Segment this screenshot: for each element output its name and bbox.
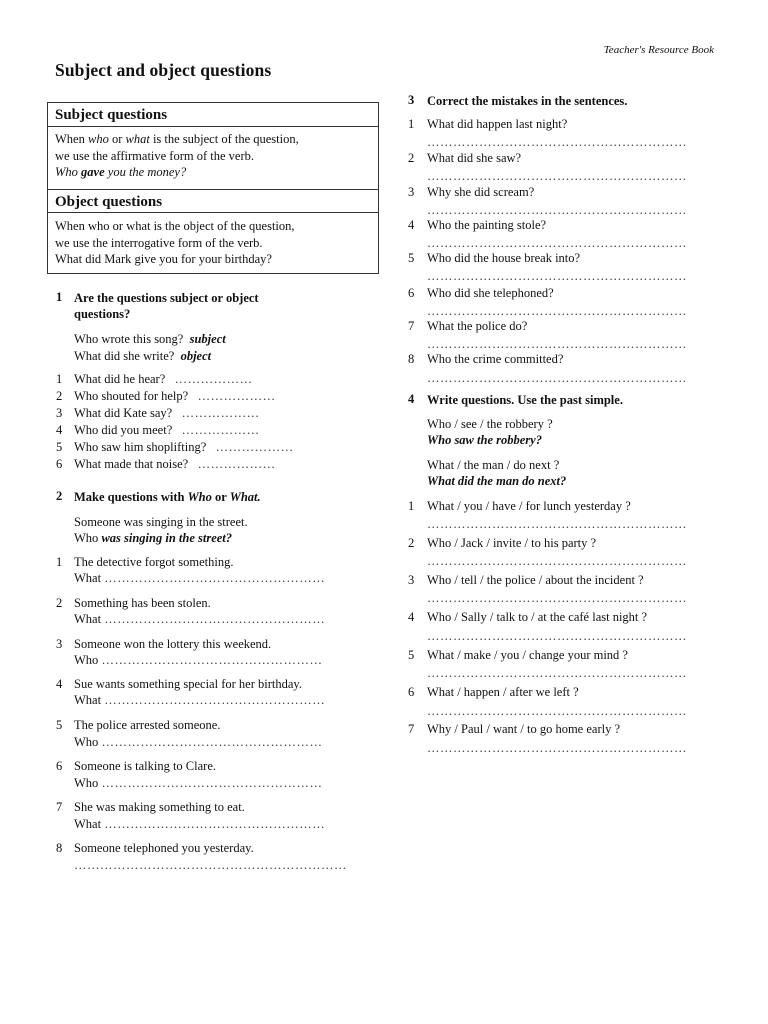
list-item: [74, 456, 276, 472]
answer-line[interactable]: [74, 857, 347, 873]
list-item: Why she did scream?: [427, 185, 535, 199]
exercise-4-example2-answer: What did the man do next?: [427, 474, 567, 488]
answer-blank[interactable]: ……………………………………………………: [427, 666, 687, 680]
list-item: [74, 422, 260, 438]
subject-rule-line1: [55, 131, 371, 148]
list-item: Who / tell / the police / about the incident ?: [427, 573, 644, 587]
text: what: [125, 132, 150, 146]
text: is the subject of the question,: [149, 132, 299, 146]
answer-blank[interactable]: ……………………………………………: [104, 571, 326, 585]
exercise-1-example2: [74, 348, 211, 364]
exercise-1-number: 1: [56, 290, 63, 304]
text: Who did you meet?: [74, 423, 173, 437]
item-number: 8: [56, 841, 63, 855]
item-number: 5: [408, 251, 415, 265]
answer-blank[interactable]: ……………………………………………………: [427, 517, 687, 531]
text: Who shouted for help?: [74, 389, 189, 403]
subject-questions-body: [48, 127, 378, 189]
exercise-2-heading: [74, 489, 261, 505]
exercise-1-heading-line1: Are the questions subject or object: [74, 291, 259, 305]
text: What made that noise?: [74, 457, 189, 471]
text: Who: [74, 653, 99, 667]
page-title: Subject and object questions: [55, 60, 272, 80]
item-number: 3: [408, 185, 415, 199]
exercise-4-heading: Write questions. Use the past simple.: [427, 393, 623, 407]
list-item: [74, 388, 276, 404]
exercise-1-example1: [74, 331, 226, 347]
item-number: 5: [408, 648, 415, 662]
item-number: 5: [56, 718, 63, 732]
exercise-3-heading: Correct the mistakes in the sentences.: [427, 94, 628, 108]
answer-line[interactable]: [74, 692, 325, 708]
answer-blank[interactable]: ………………: [174, 372, 253, 386]
object-rule-line2: we use the interrogative form of the verb.: [55, 235, 263, 250]
text: What: [74, 571, 102, 585]
answer-blank[interactable]: ……………………………………………………: [427, 704, 687, 718]
item-number: 1: [408, 499, 415, 513]
text: gave: [81, 165, 105, 179]
item-number: 5: [56, 440, 63, 454]
answer-blank[interactable]: ……………………………………………: [104, 612, 326, 626]
answer-blank[interactable]: ……………………………………………: [101, 776, 323, 790]
item-number: 7: [408, 319, 415, 333]
item-number: 2: [56, 596, 63, 610]
answer-blank[interactable]: ……………………………………………………: [427, 203, 687, 217]
exercise-2-number: 2: [56, 489, 63, 503]
answer-blank[interactable]: ……………………………………………………: [427, 741, 687, 755]
text: Make questions with: [74, 490, 188, 504]
list-item: Who the painting stole?: [427, 218, 547, 232]
answer-line[interactable]: [74, 734, 322, 750]
item-number: 6: [56, 457, 63, 471]
text: you the money?: [104, 165, 187, 179]
list-item: Sue wants something special for her birthday.: [74, 677, 302, 691]
item-number: 4: [408, 610, 415, 624]
list-item: [74, 405, 260, 421]
text: Who: [74, 776, 99, 790]
item-number: 1: [56, 555, 63, 569]
text: Who: [55, 165, 82, 179]
text: What: [74, 693, 102, 707]
text: Who: [187, 490, 212, 504]
answer-blank[interactable]: ……………………………………………………: [427, 304, 687, 318]
answer-blank[interactable]: ………………: [197, 457, 276, 471]
answer-blank[interactable]: ……………………………………………………: [427, 135, 687, 149]
text: What did he hear?: [74, 372, 166, 386]
list-item: The police arrested someone.: [74, 718, 221, 732]
text: was singing in the street?: [101, 531, 233, 545]
answer-line[interactable]: [74, 816, 325, 832]
answer-blank[interactable]: ……………………………………………………: [427, 591, 687, 605]
list-item: What / happen / after we left ?: [427, 685, 579, 699]
text: What.: [229, 490, 261, 504]
answer-blank[interactable]: ……………………………………………………: [427, 269, 687, 283]
text: What: [74, 817, 102, 831]
text: who: [87, 132, 109, 146]
item-number: 6: [408, 685, 415, 699]
answer-blank[interactable]: ……………………………………………………: [427, 236, 687, 250]
text: or: [108, 132, 126, 146]
text: Who wrote this song?: [74, 332, 184, 346]
answer-line[interactable]: [74, 611, 325, 627]
exercise-4-example1-answer: Who saw the robbery?: [427, 433, 542, 447]
item-number: 4: [56, 423, 63, 437]
text: What: [74, 612, 102, 626]
subject-rule-line2: we use the affirmative form of the verb.: [55, 148, 254, 163]
list-item: Who did the house break into?: [427, 251, 581, 265]
answer-blank[interactable]: ……………………………………………: [104, 817, 326, 831]
item-number: 1: [56, 372, 63, 386]
text: When: [55, 132, 88, 146]
list-item: What / make / you / change your mind ?: [427, 648, 628, 662]
answer-blank[interactable]: ……………………………………………………: [427, 169, 687, 183]
answer-blank[interactable]: ……………………………………………………: [427, 371, 687, 385]
grammar-box: [47, 102, 379, 274]
item-number: 7: [408, 722, 415, 736]
item-number: 4: [408, 218, 415, 232]
text: subject: [189, 332, 226, 346]
list-item: Someone is talking to Clare.: [74, 759, 216, 773]
list-item: Someone won the lottery this weekend.: [74, 637, 272, 651]
exercise-2-example-line2: [74, 530, 232, 546]
answer-blank[interactable]: ……………………………………………………: [427, 554, 687, 568]
item-number: 6: [408, 286, 415, 300]
list-item: What did happen last night?: [427, 117, 568, 131]
item-number: 8: [408, 352, 415, 366]
list-item: What the police do?: [427, 319, 528, 333]
resource-book-label: Teacher's Resource Book: [603, 44, 714, 56]
answer-line[interactable]: [74, 652, 322, 668]
answer-blank[interactable]: ……………………………………………: [101, 653, 323, 667]
text: Who saw him shoplifting?: [74, 440, 207, 454]
object-questions-body: [48, 213, 378, 275]
list-item: Someone telephoned you yesterday.: [74, 841, 254, 855]
list-item: [74, 371, 253, 387]
answer-blank[interactable]: ………………………………………………………: [74, 858, 347, 872]
item-number: 3: [408, 573, 415, 587]
list-item: Who / Jack / invite / to his party ?: [427, 536, 597, 550]
answer-blank[interactable]: ……………………………………………………: [427, 629, 687, 643]
item-number: 2: [408, 536, 415, 550]
list-item: [74, 439, 294, 455]
text: What did she write?: [74, 349, 175, 363]
list-item: She was making something to eat.: [74, 800, 245, 814]
text: Who: [74, 735, 99, 749]
exercise-2-example-line1: Someone was singing in the street.: [74, 515, 248, 529]
text: Who: [74, 531, 102, 545]
item-number: 4: [56, 677, 63, 691]
list-item: Who the crime committed?: [427, 352, 564, 366]
item-number: 1: [408, 117, 415, 131]
item-number: 2: [56, 389, 63, 403]
exercise-1-heading-line2: questions?: [74, 307, 131, 321]
list-item: Why / Paul / want / to go home early ?: [427, 722, 621, 736]
subject-example: [55, 164, 371, 181]
list-item: What / you / have / for lunch yesterday ?: [427, 499, 631, 513]
object-rule-line1: When who or what is the object of the question,: [55, 219, 295, 233]
item-number: 3: [56, 637, 63, 651]
object-example: What did Mark give you for your birthday?: [55, 252, 272, 266]
answer-line[interactable]: [74, 775, 322, 791]
exercise-4-example2-prompt: What / the man / do next ?: [427, 458, 560, 472]
answer-blank[interactable]: ……………………………………………: [101, 735, 323, 749]
item-number: 2: [408, 151, 415, 165]
item-number: 3: [56, 406, 63, 420]
object-questions-title: Object questions: [48, 189, 378, 213]
text: What did Kate say?: [74, 406, 173, 420]
list-item: Who / Sally / talk to / at the café last night ?: [427, 610, 648, 624]
exercise-4-number: 4: [408, 392, 415, 406]
answer-blank[interactable]: ………………: [181, 423, 260, 437]
list-item: What did she saw?: [427, 151, 522, 165]
answer-blank[interactable]: ………………: [197, 389, 276, 403]
answer-blank[interactable]: ………………: [181, 406, 260, 420]
list-item: The detective forgot something.: [74, 555, 234, 569]
exercise-4-example1-prompt: Who / see / the robbery ?: [427, 417, 553, 431]
answer-blank[interactable]: ……………………………………………: [104, 693, 326, 707]
text: object: [180, 349, 212, 363]
answer-line[interactable]: [74, 570, 325, 586]
item-number: 7: [56, 800, 63, 814]
text: or: [211, 490, 230, 504]
list-item: Who did she telephoned?: [427, 286, 554, 300]
subject-questions-title: Subject questions: [48, 103, 378, 127]
answer-blank[interactable]: ………………: [215, 440, 294, 454]
list-item: Something has been stolen.: [74, 596, 211, 610]
exercise-3-number: 3: [408, 93, 415, 107]
answer-blank[interactable]: ……………………………………………………: [427, 337, 687, 351]
item-number: 6: [56, 759, 63, 773]
